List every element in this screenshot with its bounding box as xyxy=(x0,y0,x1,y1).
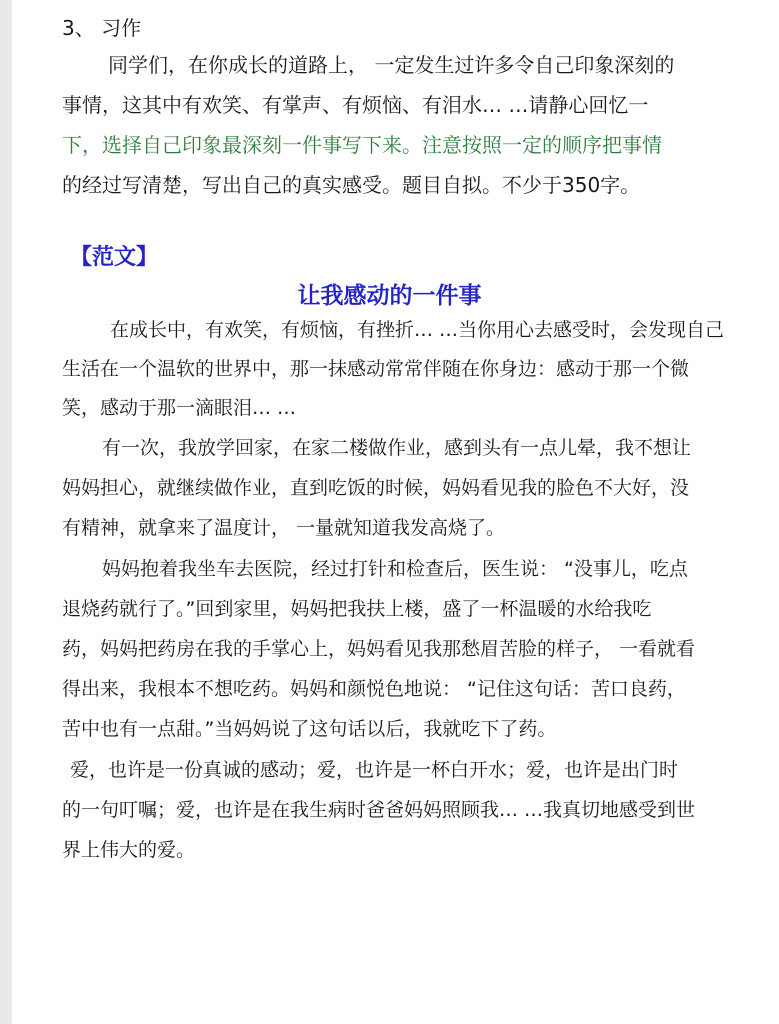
prompt-line: 事情，这其中有欢笑、有掌声、有烦恼、有泪水… …请静心回忆一 xyxy=(62,93,649,117)
article-line: 笑，感动于那一滴眼泪… … xyxy=(62,397,297,419)
prompt-line-highlight: 下，选择自己印象最深刻一件事写下来。注意按照一定的顺序把事情 xyxy=(62,133,662,157)
article-line: 药，妈妈把药房在我的手掌心上，妈妈看见我那愁眉苦脸的样子， 一看就看 xyxy=(62,638,696,660)
article-line: 界上伟大的爱。 xyxy=(62,839,196,861)
article-line: 有一次，我放学回家，在家二楼做作业，感到头有一点儿晕，我不想让 xyxy=(102,437,692,459)
fanwen-label: 【范文】 xyxy=(70,245,159,270)
article-title: 让我感动的一件事 xyxy=(297,283,482,309)
article-line: 生活在一个温软的世界中，那一抹感动常常伴随在你身边：感动于那一个微 xyxy=(62,358,690,380)
article-line: 妈妈抱着我坐车去医院，经过打针和检查后，医生说： “没事儿，吃点 xyxy=(102,558,688,580)
article-line: 有精神，就拿来了温度计， 一量就知道我发高烧了。 xyxy=(62,517,506,539)
section-heading: 3、 习作 xyxy=(62,16,142,40)
article-line: 妈妈担心，就继续做作业，直到吃饭的时候，妈妈看见我的脸色不大好，没 xyxy=(62,477,690,499)
article-line: 苦中也有一点甜。”当妈妈说了这句话以后，我就吃下了药。 xyxy=(62,718,557,740)
article-line: 爱，也许是一份真诚的感动；爱，也许是一杯白开水；爱，也许是出门时 xyxy=(70,759,679,781)
article-line: 的一句叮嘱；爱，也许是在我生病时爸爸妈妈照顾我… …我真切地感受到世 xyxy=(62,799,696,821)
article-line: 退烧药就行了。”回到家里，妈妈把我扶上楼，盛了一杯温暖的水给我吃 xyxy=(62,598,652,620)
prompt-line: 的经过写清楚，写出自己的真实感受。题目自拟。不少于350字。 xyxy=(62,173,641,197)
article-line: 在成长中，有欢笑，有烦恼，有挫折… …当你用心去感受时，会发现自己 xyxy=(110,319,725,341)
prompt-line: 同学们，在你成长的道路上， 一定发生过许多令自己印象深刻的 xyxy=(108,53,675,77)
article-line: 得出来，我根本不想吃药。妈妈和颜悦色地说： “记住这句话：苦口良药， xyxy=(62,678,686,700)
